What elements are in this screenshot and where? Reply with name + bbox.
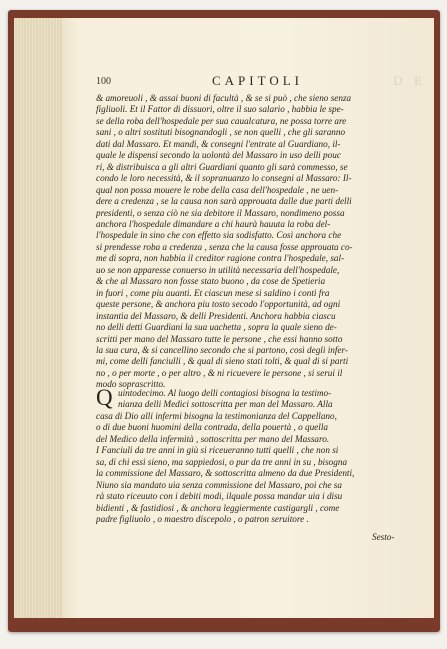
text-line: no delli detti Guardiani la sua uachetta , sopra la quale sieno de- bbox=[96, 322, 337, 333]
text-line: quale le dispensi secondo la uolontà del Massaro in uso delli pouc bbox=[96, 150, 341, 161]
text-line: se della roba dell'hospedale per sua caualcatura, ne possa torre are bbox=[96, 115, 347, 126]
text-line: mi, come delli fanciulli , & qual di sieno stati tolti, & qual di si parti bbox=[96, 356, 349, 367]
text-line: queste persone, & anchora piu tosto secodo l'opportunità, ad ogni bbox=[96, 299, 341, 310]
text-line: l'hospedale in sino che con effetto sia sodisfatto. Così anchora che bbox=[96, 230, 342, 241]
text-line: no , o per morte , o per altro , & ni ricuevere le persone , si serui il bbox=[96, 367, 343, 378]
text-line: casa di Dio alli infermi bisogna la testimonianza del Cappellano, bbox=[96, 410, 337, 421]
text-line: in fuori , come piu auanti. Et ciascun mese si saldino i conti fra bbox=[96, 287, 330, 298]
book-page bbox=[62, 18, 434, 618]
running-title: CAPITOLI bbox=[212, 73, 303, 88]
text-line: scritti per mano del Massaro tutte le persone , che essi hanno sotto bbox=[96, 333, 343, 344]
text-line: anchora l'hospedale dimandare a chi haurà hauuta la roba del- bbox=[96, 218, 331, 229]
text-line: rà stato riceuuto con i debiti modi, ilquale possa mandar uia i disu bbox=[96, 491, 343, 502]
text-line: instantia del Massaro, & delli Presidenti. Anchora habbia ciascu bbox=[96, 310, 336, 321]
text-line: qual non possa mouere le robe della casa dell'hospedale , ne uen- bbox=[96, 184, 339, 195]
text-line: uintodecimo. Al luogo delli contagiosi bisogna la testimo- bbox=[118, 388, 332, 398]
page-edges bbox=[14, 18, 63, 618]
text-line: si prendesse roba a credenza , senza che la causa fosse approuata co- bbox=[96, 241, 353, 252]
text-line: sa, di chi essi sieno, ma sappiedosi, o pur da tre anni in su , bisogna bbox=[96, 456, 348, 467]
text-line: presidenti, o senza ciò ne sia debitore il Massaro, nondimeno possa bbox=[96, 207, 345, 218]
text-line: & amoreuoli , & assai buoni di facultà , & se si può , che sieno senza bbox=[96, 93, 352, 103]
text-line: bidienti , & fastidiosi , & anchora leggiermente castigargli , come bbox=[96, 502, 340, 513]
paragraph-1 bbox=[96, 93, 400, 391]
text-line: me di sopra, non habbia il creditor ragione contra l'hospedale, sal- bbox=[96, 253, 345, 264]
text-line: ri, & distribuisca a gli altri Guardiani quanto gli sarà commesso, se bbox=[96, 161, 348, 172]
text-line: Niuno sia mandato uia senza commissione del Massaro, poi che sa bbox=[96, 479, 342, 490]
paragraph-2 bbox=[96, 385, 400, 525]
text-line: & che al Massaro non fosse stato buono , da cose de Spetieria bbox=[96, 276, 326, 287]
text-line: dati dal Massaro. Et mandi, & consegni l'entrate al Guardiano, il- bbox=[96, 138, 341, 149]
text-line: condo le loro necessità, & il sopranuanzo lo consegni al Massaro: Il- bbox=[96, 173, 352, 184]
text-line: la commissione del Massaro, & sottoscritta almeno da due Presidenti, bbox=[96, 468, 355, 479]
text-line: la sua cura, & si cancellino secondo che si partono, così degli infer- bbox=[96, 344, 348, 355]
text-line: modo soprascritto. bbox=[96, 379, 166, 390]
text-line: o di due buoni huomini della contrada, della pouertà , o quella bbox=[96, 422, 328, 433]
page-header bbox=[62, 73, 434, 89]
text-line: sani , o altri sostituti bisognandogli , se non quelli , che gli saranno bbox=[96, 127, 346, 138]
catchword: Sesto- bbox=[372, 532, 395, 542]
page-number: 100 bbox=[96, 76, 111, 87]
text-line: nianza delli Medici sottoscritta per man del Massaro. Alla bbox=[118, 399, 333, 410]
text-line: dere a credenza , se la causa non sarà approuata dalle due parti delli bbox=[96, 196, 352, 207]
drop-cap: Q bbox=[96, 385, 113, 410]
text-line: padre figliuolo , o maestro discepolo , o patron seruitore . bbox=[96, 513, 309, 524]
text-line: figliuoli. Et il Fattor di dissuori, oltre il suo salario , habbia le spe- bbox=[96, 104, 344, 115]
text-line: uo se non apparesse conuerso in utilità necessaria dell'hospedale, bbox=[96, 264, 340, 275]
text-line: I Fanciuli da tre anni in giù si riceueranno tutti quelli , che non si bbox=[96, 445, 339, 456]
show-through-title: D E bbox=[393, 73, 426, 88]
text-line: del Medico della infermità , sottoscritta per mano del Massaro. bbox=[96, 433, 330, 444]
